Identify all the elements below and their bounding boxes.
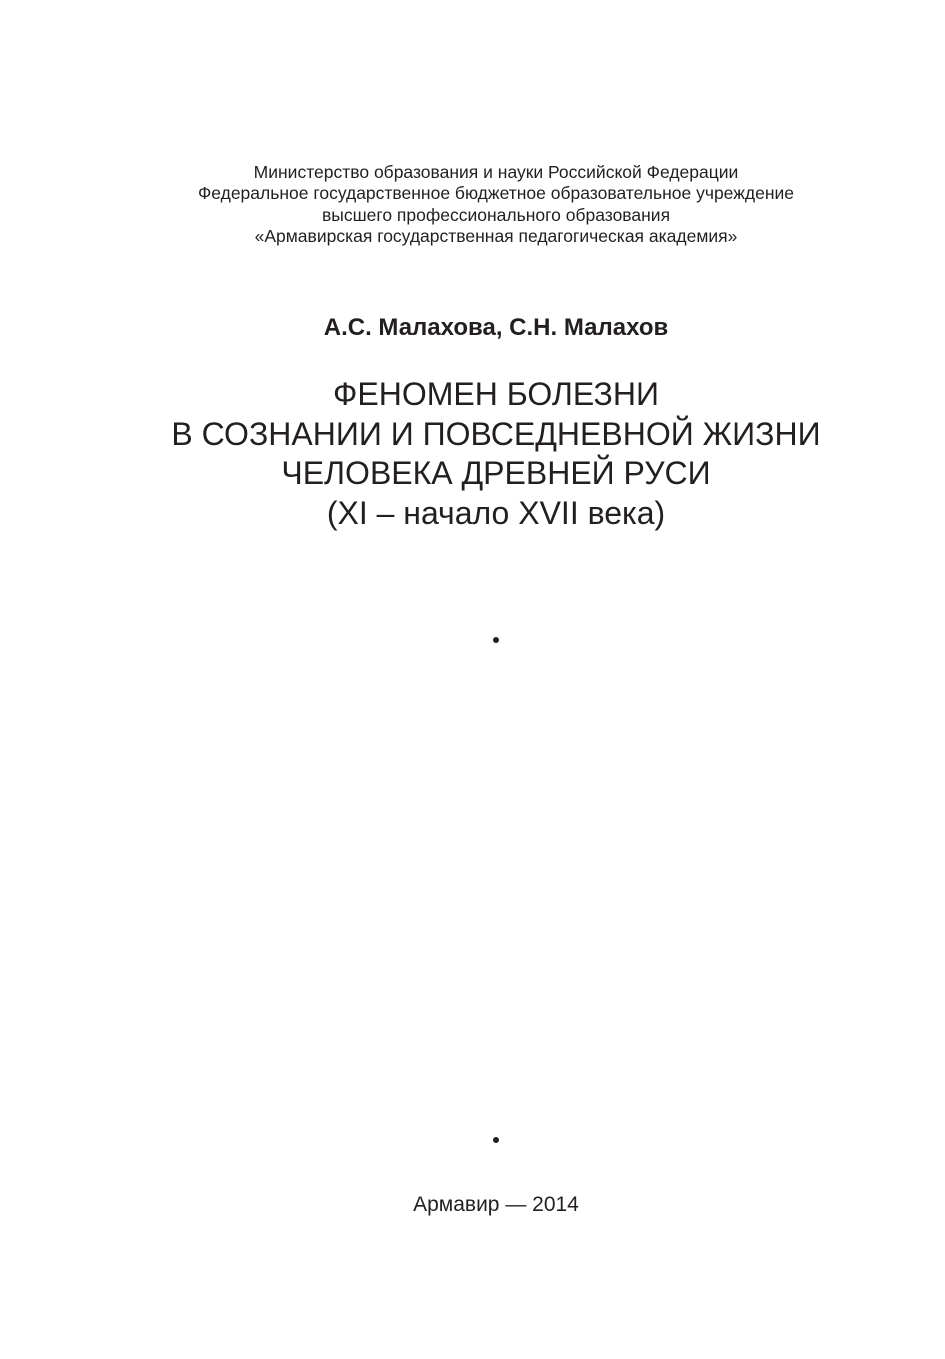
institution-line: Министерство образования и науки Российской Федерации bbox=[253, 162, 739, 182]
institution-line: Федеральное государственное бюджетное образовательное учреждение bbox=[197, 183, 795, 204]
institution-line: «Армавирская государственная педагогическая академия» bbox=[254, 225, 738, 246]
book-title-line: ЧЕЛОВЕКА ДРЕВНЕЙ РУСИ bbox=[281, 455, 711, 491]
institution-line: высшего профессионального образования bbox=[321, 204, 671, 225]
decorative-dot bbox=[493, 637, 499, 643]
book-title-line: (XI – начало XVII века) bbox=[326, 494, 666, 531]
book-title bbox=[0, 375, 945, 533]
imprint: Армавир — 2014 bbox=[413, 1193, 579, 1216]
authors: А.С. Малахова, С.Н. Малахов bbox=[323, 314, 669, 341]
book-title-line: ФЕНОМЕН БОЛЕЗНИ bbox=[333, 376, 659, 412]
book-title-line: В СОЗНАНИИ И ПОВСЕДНЕВНОЙ ЖИЗНИ bbox=[171, 415, 821, 452]
institution-header bbox=[0, 162, 945, 247]
decorative-dot bbox=[493, 1137, 499, 1143]
